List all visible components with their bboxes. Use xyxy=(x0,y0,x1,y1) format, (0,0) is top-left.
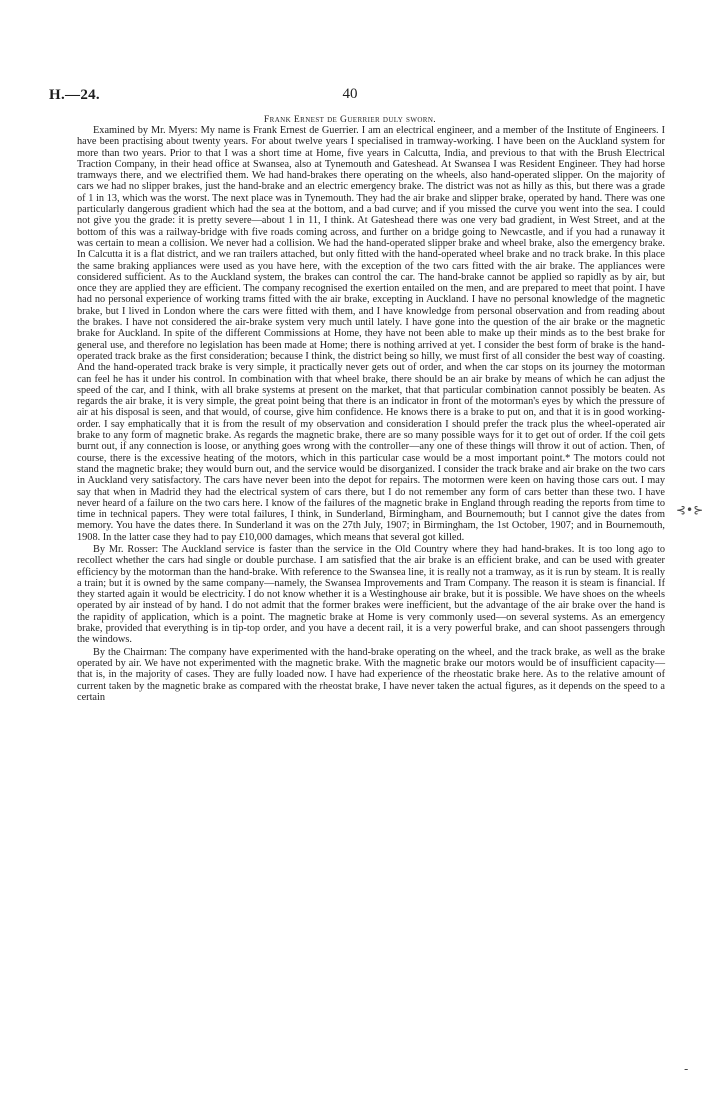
witness-heading: Frank Ernest de Guerrier duly sworn. xyxy=(263,114,437,125)
margin-mark: ⊰•⊱ xyxy=(676,503,703,517)
page-number: 40 xyxy=(342,86,358,102)
testimony-body xyxy=(77,125,665,703)
margin-mark: - xyxy=(684,1062,689,1076)
document-reference: H.—24. xyxy=(49,87,100,103)
paragraph-examination-myers: Examined by Mr. Myers: My name is Frank Ernest de Guerrier. I am an electrical engineer, and a member of the Institute of Engineers. I have been practising about twenty years. For about twelve years I specialised in tramway-working. I have been on the Auckland system for more than two years. Prior to that I was a short time at Home, five years in Calcutta, India, and previous to that with the Brush Electrical Traction Company, in their head office at Swansea, also at Tynemouth and Gateshead. At Swansea I was Resident Engineer. They had horse tramways there, and we electrified them. We had hand-brakes there operating on the wheels, also hand-operated slipper. On the majority of cars we had no slipper brakes, just the hand-brake and an electric emergency brake. The district was not as hilly as this, but there was a grade of 1 in 13, which was the worst. The next place was in Tynemouth. They had the air brake and slipper brake, operated by hand. There was one particularly dangerous gradient which had the sea at the bottom, and a bad curve; and if you missed the curve you went into the sea. I could not give you the grade: it is pretty severe—about 1 in 11, I think. At Gateshead there was one very bad gradient, in West Street, and at the bottom of this was a railway-bridge with five roads coming across, and further on a bridge going to Newcastle, and if you had a runaway it was certain to mean a collision. We never had a collision. We had the hand-operated slipper brake and wheel brake, also the emergency brake. In Calcutta it is a flat district, and we ran trailers attached, but only fitted with the hand-operated wheel brake and no track brake. In this place the same braking appliances were used as you have here, with the exception of the two cars fitted with the air brake. The appliances were considered sufficient. As to the Auckland system, the brakes can control the car. The hand-brake cannot be applied so rapidly as by air, but once they are applied they are efficient. The company recognised the exertion entailed on the men, and are prepared to meet that point. I have had no personal experience of working trams fitted with the air brake, excepting in Auckland. I have no personal knowledge of the magnetic brake, but I lived in London where the cars were fitted with them, and I have knowledge from personal observation and from reading about the brakes. I have not considered the air-brake system very much until lately. I have gone into the question of the air brake or the magnetic brake for Auckland. In spite of the different Commissions at Home, they have not been able to make up their minds as to the best brake for general use, and therefore no legislation has been made at Home; there is nothing arrived at yet. I consider the best form of brake is the hand-operated track brake as the first consideration; because I think, the district being so hilly, we must first of all consider the best way of coasting. And the hand-operated track brake is very simple, it practically never gets out of order, and when the car stops on its journey the motorman can feel he has it under his control. In combination with that wheel brake, there should be an air brake by means of which he can adjust the speed of the car, and I think, with all brake systems at present on the market, that that particular combination cannot possibly be beaten. As regards the air brake, it is very simple, the great point being that there is an indicator in front of the motorman's eyes by which the pressure of air at his disposal is seen, and that would, of course, give him confidence. He knows there is a brake to put on, and that it is in good working-order. I say emphatically that it is from the result of my observation and consideration I should prefer the track plus the wheel-operated air brake to any form of magnetic brake. As regards the magnetic brake, there are so many possible ways for it to get out of order. If the coil gets burnt out, if any connection is loose, or anything goes wrong with the controller—any one of these things will throw it out of action. Then, of course, there is the excessive heating of the motors, which in this particular case would be a most important point.* The motors could not stand the magnetic brake; they would burn out, and the service would be disorganized. I consider the track brake and air brake on the two cars in Auckland very satisfactory. The cars have never been into the depot for repairs. The motormen were keen on having those cars out. I may say that when in Madrid they had the electrical system of cars there, but I do not remember any form of cars better than these two. I have never heard of a failure on the two cars here. I know of the failures of the magnetic brake in England through reading the reports from time to time in technical papers. They were total failures, I think, in Sunderland, Birmingham, and Bournemouth; but I cannot give the dates from memory. You have the dates there. In Sunderland it was on the 27th July, 1907; in Birmingham, the 1st October, 1907; and in Bournemouth, 1908. In the latter case they had to pay £10,000 damages, which means that several got killed. xyxy=(77,125,665,543)
paragraph-examination-rosser: By Mr. Rosser: The Auckland service is faster than the service in the Old Country where they had hand-brakes. It is too long ago to recollect whether the cars had single or double purchase. I am satisfied that the air brake is an efficient brake, and can be used with greater efficiency by the motorman than the hand-brake. With reference to the Swansea line, it is really not a tramway, as it is run by steam. It is really a train; but it is owned by the same company—namely, the Swansea Improvements and Tram Company. The reason it is steam is financial. If they started again it would be electricity. I do not know whether it is a Westinghouse air brake, but it is possible. We have shoes on the wheels operated by air instead of by hand. I do not admit that the former brakes were inefficient, but the advantage of the air brake over the hand is the rapidity of application, which is a point. The magnetic brake at Home is very commonly used—on several systems. As an emergency brake, provided that everything is in tip-top order, and you have a decent rail, it is a very powerful brake, and can shoot passengers through the windows. xyxy=(77,543,665,646)
paragraph-examination-chairman: By the Chairman: The company have experimented with the hand-brake operating on the wheel, and the track brake, as well as the brake operated by air. We have not experimented with the magnetic brake. With the magnetic brake our motors would be of insufficient capacity—that is, in the majority of cases. They are fully loaded now. I have had experience of the rheostatic brake here. As to the relative amount of current taken by the magnetic brake as compared with the rheostat brake, I have never taken the actual figures, as it depends on the speed to a certain xyxy=(77,646,665,703)
